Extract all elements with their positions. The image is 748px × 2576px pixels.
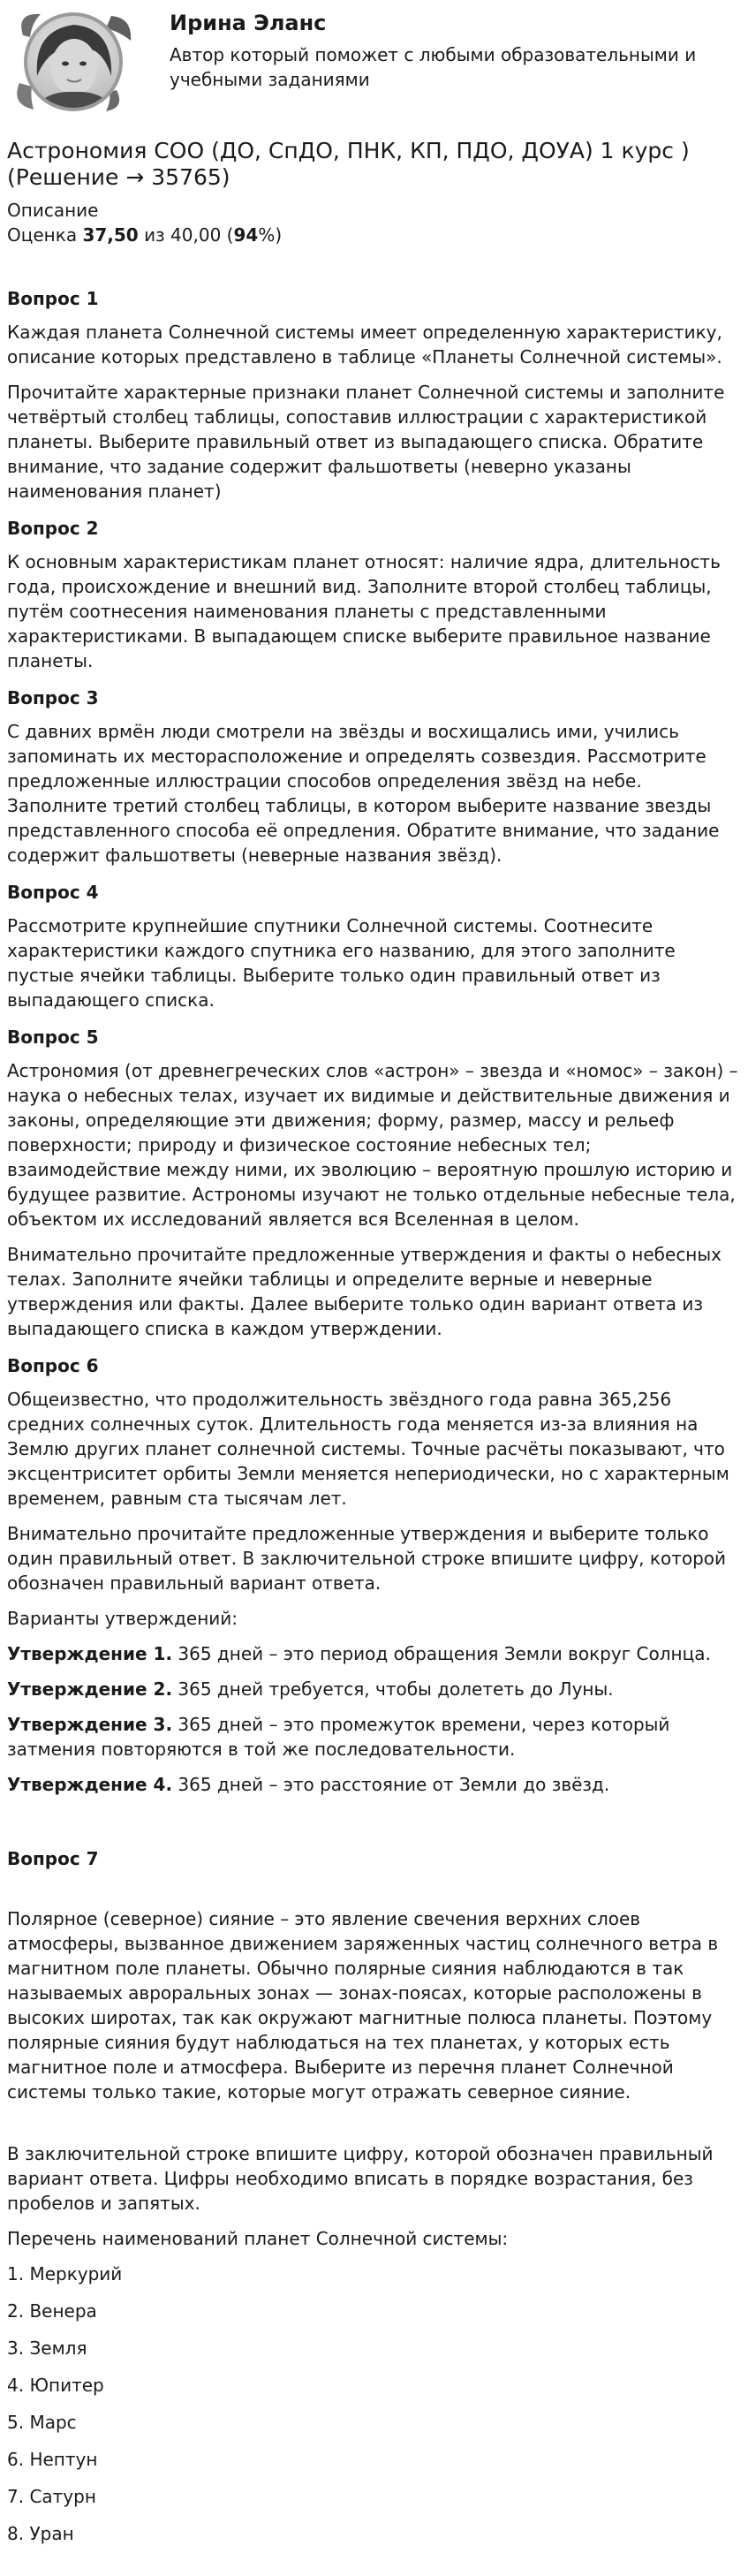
- planet-item: 5. Марс: [7, 2412, 77, 2433]
- question-title: Вопрос 1: [7, 288, 99, 309]
- grade-line: [7, 223, 741, 247]
- question-7: [7, 1846, 741, 2546]
- statement-1: Утверждение 1. 365 дней – это период обращения Земли вокруг Солнца.: [7, 1643, 711, 1664]
- question-title: Вопрос 3: [7, 687, 99, 708]
- question-1: [7, 286, 741, 504]
- question-text: Общеизвестно, что продолжительность звёздного года равна 365,256 средних солнечных суток. Длительность года меняется из-за влияния на Землю других планет солнечной системы. Точные расчёты показывают, что эксцентриситет орбиты Земли меняется непериодически, но с характерным временем, равным ста тысячам лет.: [7, 1389, 729, 1509]
- question-title: Вопрос 5: [7, 1027, 99, 1048]
- question-title: Вопрос 2: [7, 518, 99, 539]
- question-title: Вопрос 6: [7, 1355, 99, 1376]
- question-5: [7, 1025, 741, 1341]
- question-text: Перечень наименований планет Солнечной системы:: [7, 2228, 509, 2249]
- description-label: Описание: [7, 200, 99, 221]
- question-6: [7, 1353, 741, 1797]
- question-text: С давних врмён люди смотрели на звёзды и восхищались ими, учились запоминать их месторасположение и определять созвездия. Рассмотрите предложенные иллюстрации способов определения звёзд на небе. Заполните третий столбец таблицы, в котором выберите название звезды представленного способа её опредления. Обратите внимание, что задание содержит фальшответы (неверные названия звёзд).: [7, 721, 720, 866]
- grade-suffix: %): [258, 224, 283, 246]
- author-info: [170, 5, 699, 92]
- author-avatar[interactable]: [7, 5, 140, 115]
- question-title: Вопрос 7: [7, 1848, 99, 1869]
- author-description: Автор который поможет с любыми образовательными и учебными заданиями: [170, 44, 697, 90]
- planet-item: 3. Земля: [7, 2337, 87, 2359]
- grade-percent: 94: [233, 224, 259, 246]
- grade-label: Оценка: [7, 224, 78, 246]
- planet-item: 7. Сатурн: [7, 2486, 96, 2507]
- question-3: [7, 686, 741, 868]
- planet-item: 2. Венера: [7, 2300, 97, 2322]
- question-text: Прочитайте характерные признаки планет Солнечной системы и заполните четвёртый столбец таблицы, сопоставив иллюстрации с характеристикой планеты. Выберите правильный ответ из выпадающего списка. Обратите внимание, что задание содержит фальшответы (неверно указаны наименования планет): [7, 382, 725, 502]
- question-4: [7, 880, 741, 1012]
- planet-item: 4. Юпитер: [7, 2375, 104, 2396]
- grade-of: из 40,00 (: [144, 224, 234, 246]
- planet-item: 6. Нептун: [7, 2449, 98, 2470]
- question-text: Каждая планета Солнечной системы имеет определенную характеристику, описание которых представлено в таблице «Планеты Солнечной системы».: [7, 322, 722, 367]
- statement-2: Утверждение 2. 365 дней требуется, чтобы долететь до Луны.: [7, 1678, 614, 1700]
- question-title: Вопрос 4: [7, 882, 99, 903]
- avatar-image: [7, 5, 140, 115]
- question-text: К основным характеристикам планет относят: наличие ядра, длительность года, происхождение и внешний вид. Заполните второй столбец таблицы, путём соотнесения наименования планеты с представленными характеристиками. В выпадающем списке выберите правильное название планеты.: [7, 551, 721, 671]
- question-text: В заключительной строке впишите цифру, которой обозначен правильный вариант ответа. Цифры необходимо вписать в порядке возрастания, без пробелов и запятых.: [7, 2143, 714, 2214]
- question-text: Внимательно прочитайте предложенные утверждения и выберите только один правильный ответ. В заключительной строке впишите цифру, которой обозначен правильный вариант ответа.: [7, 1523, 727, 1594]
- question-text: Варианты утверждений:: [7, 1608, 238, 1629]
- planet-item: 8. Уран: [7, 2523, 74, 2544]
- planet-item: 1. Меркурий: [7, 2263, 123, 2284]
- statement-4: Утверждение 4. 365 дней – это расстояние от Земли до звёзд.: [7, 1774, 610, 1795]
- question-text: Полярное (северное) сияние – это явление свечения верхних слоев атмосферы, вызванное движением заряженных частиц солнечного ветра в магнитном поле планеты. Обычно полярные сияния наблюдаются в так называемых авроральных зонах — зонах-поясах, которые расположены в высоких широтах, так как окружают магнитные полюса планеты. Поэтому полярные сияния будут наблюдаться на тех планетах, у которых есть магнитное поле и атмосфера. Выберите из перечня планет Солнечной системы только такие, которые могут отражать северное сияние.: [7, 1908, 719, 2102]
- grade-value: 37,50: [82, 224, 139, 246]
- question-text: Рассмотрите крупнейшие спутники Солнечной системы. Соотнесите характеристики каждого спутника его названию, для этого заполните пустые ячейки таблицы. Выберите только один правильный ответ из выпадающего списка.: [7, 915, 676, 1011]
- question-text: Астрономия (от древнегреческих слов «астрон» – звезда и «номос» – закон) – наука о небесных телах, изучает их видимые и действительные движения и законы, определяющие эти движения; форму, размер, массу и рельеф поверхности; природу и физическое состояние небесных тел; взаимодействие между ними, их эволюцию – вероятную прошлую историю и будущее развитие. Астрономы изучают не только отдельные небесные тела, объектом их исследований является вся Вселенная в целом.: [7, 1060, 738, 1230]
- question-text: Внимательно прочитайте предложенные утверждения и факты о небесных телах. Заполните ячейки таблицы и определите верные и неверные утверждения или факты. Далее выберите только один вариант ответа из выпадающего списка в каждом утверждении.: [7, 1244, 722, 1339]
- work-title: Астрономия СОО (ДО, СпДО, ПНК, КП, ПДО, ДОУА) 1 курс ) (Решение → 35765): [7, 138, 690, 190]
- author-header: [7, 0, 741, 120]
- author-name[interactable]: Ирина Эланс: [170, 11, 327, 35]
- statement-3: Утверждение 3. 365 дней – это промежуток времени, через который затмения повторяются в той же последовательности.: [7, 1714, 670, 1760]
- question-2: [7, 516, 741, 673]
